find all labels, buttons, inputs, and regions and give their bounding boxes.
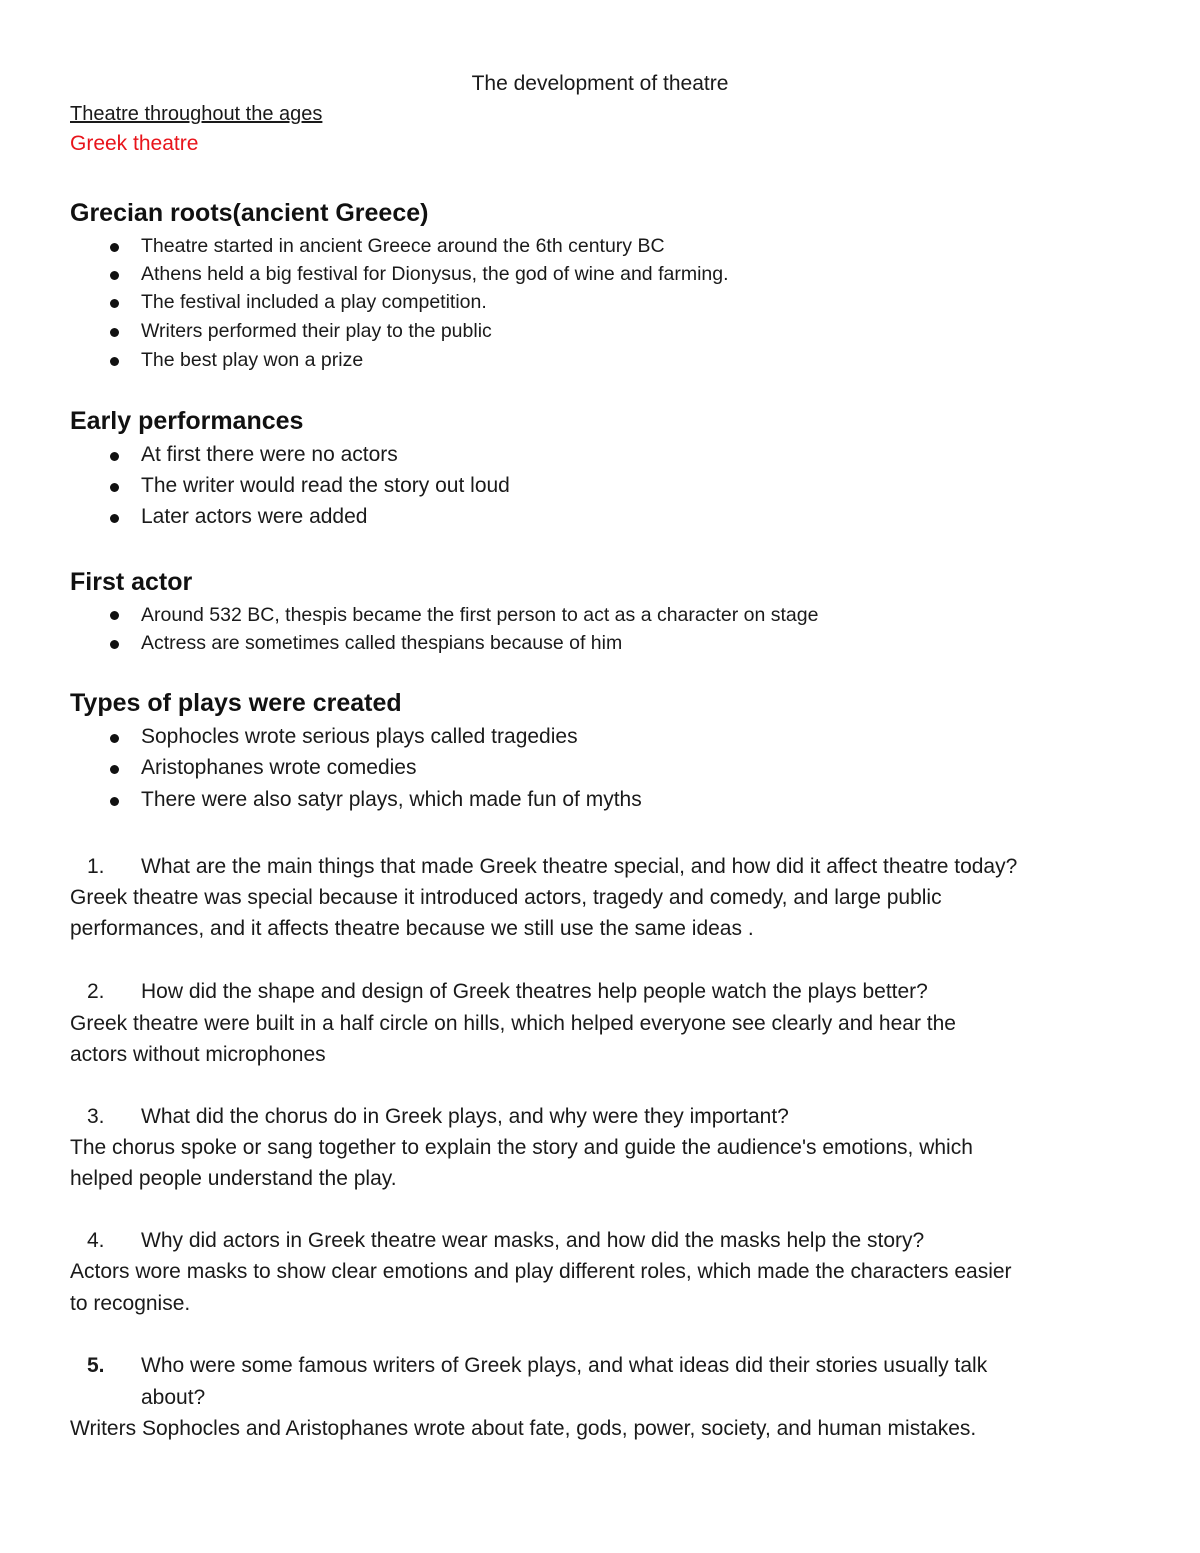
question-text: What are the main things that made Greek theatre special, and how did it affect theatre today? — [141, 855, 1018, 878]
bullet-icon — [110, 483, 119, 492]
bullet-icon — [110, 299, 119, 308]
bullet-icon — [110, 243, 119, 252]
document-subtitle: Theatre throughout the ages — [70, 103, 323, 125]
question-number: 2. — [87, 980, 105, 1003]
document-title: The development of theatre — [471, 72, 729, 95]
bullet-icon — [110, 640, 119, 649]
bullet-text: The festival included a play competition. — [141, 291, 487, 313]
question-text: What did the chorus do in Greek plays, and why were they important? — [141, 1105, 789, 1128]
bullet-icon — [110, 271, 119, 280]
bullet-icon — [110, 797, 119, 806]
bullet-text: The best play won a prize — [141, 349, 364, 371]
answer-text: Writers Sophocles and Aristophanes wrote about fate, gods, power, society, and human mistakes. — [70, 1417, 977, 1440]
question-text: Who were some famous writers of Greek plays, and what ideas did their stories usually talk — [141, 1354, 988, 1377]
bullet-icon — [110, 611, 119, 620]
section-heading: Grecian roots(ancient Greece) — [70, 199, 429, 227]
bullet-icon — [110, 734, 119, 743]
question-number: 5. — [87, 1354, 105, 1377]
bullet-icon — [110, 357, 119, 366]
bullet-text: Sophocles wrote serious plays called tragedies — [141, 725, 578, 748]
question-text: about? — [141, 1386, 206, 1409]
section-heading: First actor — [70, 568, 193, 596]
question-text: How did the shape and design of Greek theatres help people watch the plays better? — [141, 980, 928, 1003]
bullet-text: Actress are sometimes called thespians because of him — [141, 632, 623, 654]
answer-text: actors without microphones — [70, 1043, 326, 1066]
bullet-text: There were also satyr plays, which made fun of myths — [141, 788, 642, 811]
bullet-icon — [110, 452, 119, 461]
section-label: Greek theatre — [70, 132, 199, 155]
question-number: 4. — [87, 1229, 105, 1252]
answer-text: Actors wore masks to show clear emotions and play different roles, which made the characters easier — [70, 1260, 1012, 1283]
question-text: Why did actors in Greek theatre wear masks, and how did the masks help the story? — [141, 1229, 925, 1252]
answer-text: to recognise. — [70, 1292, 191, 1315]
bullet-icon — [110, 765, 119, 774]
answer-text: Greek theatre was special because it introduced actors, tragedy and comedy, and large public — [70, 886, 942, 909]
bullet-text: Around 532 BC, thespis became the first person to act as a character on stage — [141, 604, 819, 626]
bullet-text: Writers performed their play to the public — [141, 320, 492, 342]
question-number: 3. — [87, 1105, 105, 1128]
bullet-text: Aristophanes wrote comedies — [141, 756, 417, 779]
answer-text: helped people understand the play. — [70, 1167, 397, 1190]
bullet-text: Theatre started in ancient Greece around the 6th century BC — [141, 235, 665, 257]
answer-text: Greek theatre were built in a half circle on hills, which helped everyone see clearly and hear the — [70, 1012, 956, 1035]
question-number: 1. — [87, 855, 105, 878]
bullet-text: The writer would read the story out loud — [141, 474, 510, 497]
bullet-text: Later actors were added — [141, 505, 368, 528]
answer-text: performances, and it affects theatre because we still use the same ideas . — [70, 917, 754, 940]
bullet-text: Athens held a big festival for Dionysus, the god of wine and farming. — [141, 263, 729, 285]
section-heading: Types of plays were created — [70, 689, 402, 717]
bullet-icon — [110, 514, 119, 523]
bullet-icon — [110, 328, 119, 337]
bullet-text: At first there were no actors — [141, 443, 398, 466]
answer-text: The chorus spoke or sang together to explain the story and guide the audience's emotions, which — [70, 1136, 973, 1159]
section-heading: Early performances — [70, 407, 304, 435]
